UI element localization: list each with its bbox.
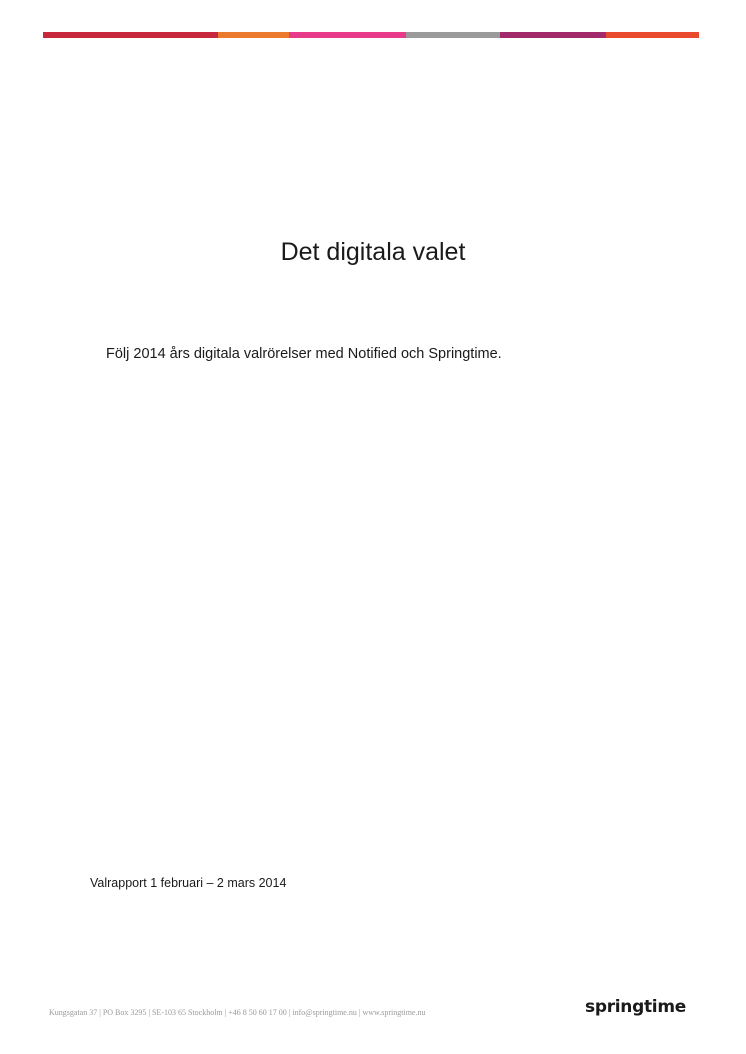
color-bar-segment [218, 32, 289, 38]
report-period: Valrapport 1 februari – 2 mars 2014 [90, 876, 287, 890]
color-bar-segment [606, 32, 699, 38]
color-bar-segment [406, 32, 500, 38]
color-bar-segment [43, 32, 218, 38]
document-title: Det digitala valet [280, 238, 466, 266]
document-subtitle: Följ 2014 års digitala valrörelser med Notified och Springtime. [106, 346, 502, 362]
color-bar-segment [500, 32, 606, 38]
springtime-logo: springtime [585, 997, 686, 1017]
header-color-bar [43, 32, 699, 38]
footer-address: Kungsgatan 37 | PO Box 3295 | SE-103 65 Stockholm | +46 8 50 60 17 00 | info@springtime.nu | www.springtime.nu [49, 1008, 426, 1017]
color-bar-segment [289, 32, 406, 38]
